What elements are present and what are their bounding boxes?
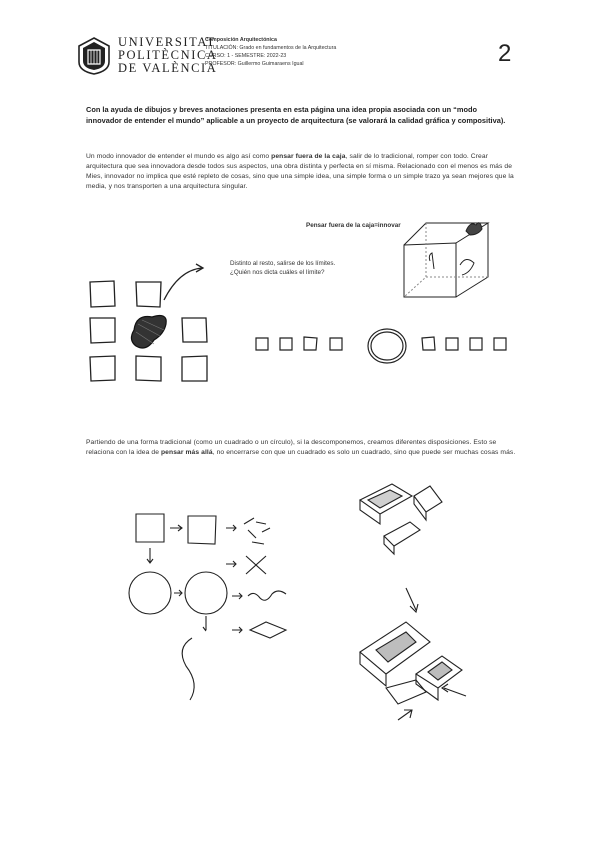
paragraph-text: , no encerrarse con que un cuadrado es solo un cuadrado, sino que puede ser muchas cosas más. [212,449,516,456]
limits-caption [230,259,370,277]
deconstructed-boxes-sketch [346,474,476,728]
assignment-question: Con la ayuda de dibujos y breves anotaciones presenta en esta página una idea propia asociada con un “modo innovador de entender el mundo” aplicable a un proyecto de arquitectura (se valorará la calidad gráfica y compositiva). [86,105,506,125]
paragraph-emphasis: pensar más allá [161,449,213,456]
course-name: Composición Arquitectónica [205,37,277,43]
box-sketch-caption: Pensar fuera de la caja=innovar [306,222,401,229]
limits-caption-line: ¿Quién nos dicta cuáles el límite? [230,269,325,276]
squares-row-sketch [254,326,514,366]
term-line: CURSO: 1 - SEMESTRE: 2022-23 [205,53,287,59]
degree-line: TITULACIÓN: Grado en fundamentos de la Arquitectura [205,45,337,51]
paragraph-emphasis: pensar fuera de la caja [271,153,346,160]
paragraph-text: Partiendo de una forma tradicional (como un cuadrado o un círculo), si la descomponemos, creamos diferentes disposiciones. Esto se relaciona con la idea de [86,439,497,456]
grid-squares-sketch [84,262,224,392]
university-name-logo: UNIVERSITAT POLITÈCNICA DE VALÈNCIA [118,35,218,75]
decomposition-diagram-sketch [126,508,306,708]
limits-caption-line: Distinto al resto, salirse de los límites. [230,260,336,267]
cube-sketch [396,215,500,311]
university-seal-logo [76,36,112,76]
paragraph-text: Un modo innovador de entender el mundo es algo así como [86,153,272,160]
paragraph-decomposition [86,438,516,458]
header-info [205,36,336,68]
professor-line: PROFESOR: Guillermo Guimaraens Igual [205,61,304,67]
paragraph-innovation [86,152,516,192]
paragraph-text: , salir de lo tradicional, romper con todo. Crear arquitectura que sea innovadora desde todos sus aspectos, una obra distinta y perfecta en sí misma. Relacionado con el menos es más de Mies, innovador no implica que esté repleto de cosas, sino que una simple idea, una simple forma o un simple trazo ya sean mejores que la media, y nos transporten a una arquitectura singular. [86,153,514,190]
page-number: 2 [498,40,512,67]
